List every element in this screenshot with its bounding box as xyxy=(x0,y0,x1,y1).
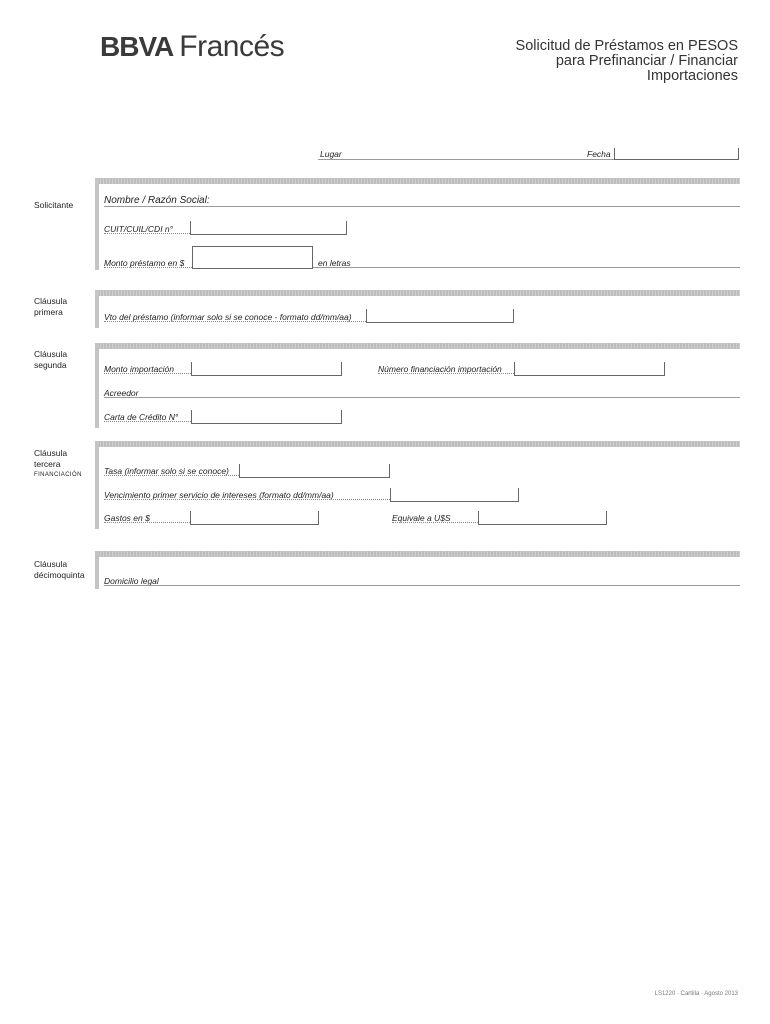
gastos-label: Gastos en $ xyxy=(104,513,150,523)
monto-importacion-label: Monto importación xyxy=(104,364,174,374)
nombre-line xyxy=(104,206,740,207)
clausula-tercera-label-3: FINANCIACIÓN xyxy=(34,472,82,478)
title-line-2: para Prefinanciar / Financiar xyxy=(555,53,738,69)
fecha-label: Fecha xyxy=(587,149,611,159)
carta-credito-field[interactable] xyxy=(191,410,342,424)
monto-importacion-dots xyxy=(104,373,191,374)
clausula-decimoquinta-section-bar xyxy=(95,551,740,557)
clausula-primera-label-2: primera xyxy=(34,307,63,317)
clausula-tercera-label-2: tercera xyxy=(34,459,61,469)
monto-importacion-field[interactable] xyxy=(191,362,342,376)
domicilio-label: Domicilio legal xyxy=(104,576,159,586)
domicilio-field[interactable] xyxy=(162,573,740,585)
tasa-dots xyxy=(104,475,239,476)
acreedor-field[interactable] xyxy=(142,385,740,397)
lugar-line xyxy=(318,159,614,160)
title-line-3: Importaciones xyxy=(646,68,738,84)
carta-credito-label: Carta de Crédito N° xyxy=(104,412,179,422)
monto-prestamo-label: Monto préstamo en $ xyxy=(104,258,185,268)
solicitante-section-bar xyxy=(95,178,740,184)
cuit-field[interactable] xyxy=(190,221,347,235)
clausula-decimoquinta-label-1: Cláusula xyxy=(34,559,68,569)
clausula-tercera-section-edge xyxy=(95,441,99,529)
bbva-frances-logo xyxy=(100,30,284,64)
gastos-field[interactable] xyxy=(190,511,319,525)
numero-financiacion-field[interactable] xyxy=(514,362,665,376)
domicilio-line xyxy=(104,585,740,586)
clausula-primera-label-1: Cláusula xyxy=(34,296,68,306)
en-letras-field[interactable] xyxy=(352,255,740,267)
clausula-tercera-section-label xyxy=(34,448,82,481)
nombre-field[interactable] xyxy=(212,194,740,206)
cuit-dots xyxy=(104,233,190,234)
solicitante-section-edge xyxy=(95,178,99,270)
logo-frances-text: Francés xyxy=(179,30,285,63)
vencimiento-dots xyxy=(104,499,390,500)
gastos-dots xyxy=(104,522,190,523)
numero-financiacion-label: Número financiación importación xyxy=(378,364,502,374)
title-line-1: Solicitud de Préstamos en PESOS xyxy=(515,38,738,54)
form-title xyxy=(516,39,738,84)
equivale-dots xyxy=(392,522,478,523)
clausula-tercera-label-1: Cláusula xyxy=(34,448,68,458)
en-letras-label: en letras xyxy=(318,258,351,268)
acreedor-line xyxy=(104,397,740,398)
clausula-primera-section-edge xyxy=(95,290,99,328)
equivale-label: Equivale a U$S xyxy=(392,513,451,523)
cuit-label: CUIT/CUIL/CDI n° xyxy=(104,224,174,234)
monto-prestamo-dots xyxy=(104,267,192,268)
monto-prestamo-field[interactable] xyxy=(192,246,313,269)
clausula-segunda-section-edge xyxy=(95,343,99,428)
vto-prestamo-dots xyxy=(104,321,366,322)
clausula-segunda-label-1: Cláusula xyxy=(34,349,68,359)
clausula-primera-section-bar xyxy=(95,290,740,296)
lugar-field[interactable] xyxy=(342,147,582,159)
clausula-tercera-section-bar xyxy=(95,441,740,447)
clausula-primera-section-label xyxy=(34,296,67,318)
tasa-field[interactable] xyxy=(239,464,390,478)
clausula-decimoquinta-section-label xyxy=(34,559,85,581)
clausula-segunda-section-bar xyxy=(95,343,740,349)
clausula-decimoquinta-section-edge xyxy=(95,551,99,589)
vencimiento-field[interactable] xyxy=(390,488,519,502)
carta-credito-dots xyxy=(104,421,191,422)
vto-prestamo-field[interactable] xyxy=(366,309,514,323)
footer-code: LS1220 · Cartilla · Agosto 2013 xyxy=(654,991,738,997)
nombre-label: Nombre / Razón Social: xyxy=(104,195,210,206)
equivale-field[interactable] xyxy=(478,511,607,525)
clausula-decimoquinta-label-2: décimoquinta xyxy=(34,570,85,580)
numero-financiacion-dots xyxy=(378,373,514,374)
fecha-field[interactable] xyxy=(614,148,739,160)
logo-bbva-text: BBVA xyxy=(100,31,174,62)
acreedor-label: Acreedor xyxy=(104,388,139,398)
en-letras-line xyxy=(313,267,740,268)
lugar-label: Lugar xyxy=(320,149,342,159)
solicitante-section-label: Solicitante xyxy=(34,200,74,210)
clausula-segunda-label-2: segunda xyxy=(34,360,67,370)
clausula-segunda-section-label xyxy=(34,349,67,371)
vencimiento-label: Vencimiento primer servicio de intereses (formato dd/mm/aa) xyxy=(104,490,334,500)
vto-prestamo-label: Vto del préstamo (informar solo si se conoce - formato dd/mm/aa) xyxy=(104,312,352,322)
tasa-label: Tasa (informar solo si se conoce) xyxy=(104,466,229,476)
